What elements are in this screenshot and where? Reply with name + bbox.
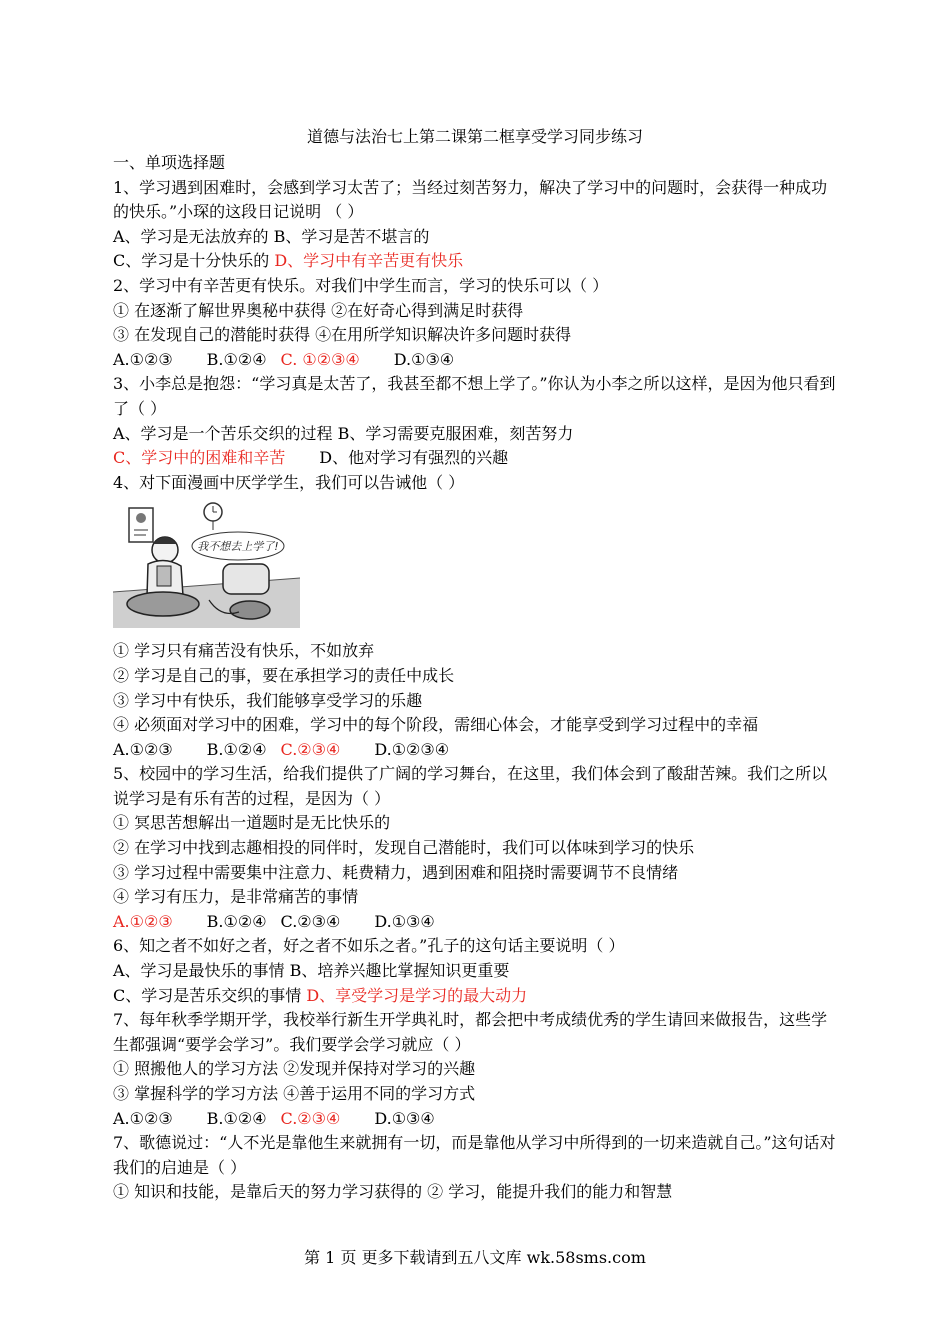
option-a: A.①②③ bbox=[113, 1108, 173, 1128]
question-7-options bbox=[113, 1107, 837, 1132]
question-7-stem: 7、每年秋季学期开学，我校举行新生开学典礼时，都会把中考成绩优秀的学生请回来做报告，这些学生都强调“要学会学习”。我们要学会学习就应（ ） bbox=[113, 1010, 828, 1054]
question-8-statement-1: ① 知识和技能，是靠后天的努力学习获得的 ② 学习，能提升我们的能力和智慧 bbox=[113, 1182, 673, 1202]
question-1-option-c: C、学习是十分快乐的 bbox=[113, 251, 275, 271]
option-d: D.①③④ bbox=[393, 349, 455, 369]
question-4-options bbox=[113, 738, 837, 763]
question-3-options-ab: A、学习是一个苦乐交织的过程 B、学习需要克服困难，刻苦努力 bbox=[113, 423, 574, 443]
option-c: C.②③④ bbox=[280, 911, 341, 931]
page-title: 道德与法治七上第二课第二框享受学习同步练习 bbox=[306, 127, 643, 146]
question-2-answer: C. ①②③④ bbox=[280, 349, 360, 369]
question-5-stem: 5、校园中的学习生活，给我们提供了广阔的学习舞台，在这里，我们体会到了酸甜苦辣。我们之所以说学习是有乐有苦的过程，是因为（ ） bbox=[113, 764, 828, 808]
question-6-answer: D、享受学习是学习的最大动力 bbox=[306, 985, 528, 1005]
cartoon-image bbox=[113, 500, 300, 628]
option-b: B.①②④ bbox=[206, 739, 267, 759]
cartoon-caption: 我不想去上学了! bbox=[197, 540, 279, 554]
question-8-stem: 7、歌德说过：“人不光是靠他生来就拥有一切，而是靠他从学习中所得到的一切来造就自己。”这句话对我们的启迪是（ ） bbox=[113, 1133, 836, 1177]
question-3-option-d: D、他对学习有强烈的兴趣 bbox=[319, 448, 509, 468]
question-1-stem: 1、学习遇到困难时，会感到学习太苦了；当经过刻苦努力，解决了学习中的问题时，会获得一种成功的快乐。”小琛的这段日记说明 （ ） bbox=[113, 177, 828, 222]
option-b: B.①②④ bbox=[206, 1108, 267, 1128]
question-6-options-ab: A、学习是最快乐的事情 B、培养兴趣比掌握知识更重要 bbox=[113, 961, 510, 981]
question-1-options-ab: A、学习是无法放弃的 B、学习是苦不堪言的 bbox=[113, 226, 430, 246]
question-6-option-c: C、学习是苦乐交织的事情 bbox=[113, 985, 307, 1005]
question-2-statement-1: ① 在逐渐了解世界奥秘中获得 ②在好奇心得到满足时获得 bbox=[113, 300, 524, 320]
question-3-answer: C、学习中的困难和辛苦 bbox=[113, 448, 286, 468]
question-4-answer: C.②③④ bbox=[280, 739, 341, 759]
question-7-statement-1: ① 照搬他人的学习方法 ②发现并保持对学习的兴趣 bbox=[113, 1059, 476, 1079]
question-5-statement-2: ② 在学习中找到志趣相投的同伴时，发现自己潜能时，我们可以体味到学习的快乐 bbox=[113, 838, 695, 858]
question-4-statement-4: ④ 必须面对学习中的困难，学习中的每个阶段，需细心体会，才能享受到学习过程中的幸福 bbox=[113, 715, 759, 735]
question-7-statement-2: ③ 掌握科学的学习方法 ④善于运用不同的学习方式 bbox=[113, 1084, 476, 1103]
option-a: A.①②③ bbox=[113, 739, 173, 759]
option-d: D.①③④ bbox=[374, 911, 435, 931]
question-2-statement-2: ③ 在发现自己的潜能时获得 ④在用所学知识解决许多问题时获得 bbox=[113, 325, 572, 345]
question-6-stem: 6、知之者不如好之者，好之者不如乐之者。”孔子的这句话主要说明（ ） bbox=[113, 936, 625, 956]
question-7-answer: C.②③④ bbox=[280, 1108, 341, 1128]
question-5-options bbox=[113, 910, 837, 935]
question-5-statement-1: ① 冥思苦想解出一道题时是无比快乐的 bbox=[113, 813, 391, 833]
question-4-stem: 4、对下面漫画中厌学学生，我们可以告诫他（ ） bbox=[113, 472, 465, 492]
question-1-answer: D、学习中有辛苦更有快乐 bbox=[274, 251, 464, 271]
option-d: D.①②③④ bbox=[374, 739, 450, 759]
question-4-statement-3: ③ 学习中有快乐，我们能够享受学习的乐趣 bbox=[113, 690, 423, 710]
question-2-options bbox=[113, 348, 837, 373]
question-5-statement-4: ④ 学习有压力，是非常痛苦的事情 bbox=[113, 887, 359, 907]
question-1-options-cd bbox=[113, 249, 837, 274]
option-b: B.①②④ bbox=[206, 349, 267, 369]
question-4-statement-1: ① 学习只有痛苦没有快乐，不如放弃 bbox=[113, 641, 375, 661]
question-3-stem: 3、小李总是抱怨：“学习真是太苦了，我甚至都不想上学了。”你认为小李之所以这样，是因为他只看到了（ ） bbox=[113, 374, 836, 418]
question-5-answer: A.①②③ bbox=[113, 911, 173, 931]
question-6-options-cd bbox=[113, 984, 837, 1009]
option-d: D.①③④ bbox=[374, 1108, 435, 1128]
question-4-statement-2: ② 学习是自己的事，要在承担学习的责任中成长 bbox=[113, 665, 455, 685]
option-a: A.①②③ bbox=[113, 349, 173, 369]
page-footer: 第 1 页 更多下载请到五八文库 wk.58sms.com bbox=[304, 1248, 646, 1267]
section-heading: 一、单项选择题 bbox=[113, 153, 226, 172]
document-body bbox=[113, 151, 837, 1205]
option-b: B.①②④ bbox=[206, 911, 267, 931]
question-5-statement-3: ③ 学习过程中需要集中注意力、耗费精力，遇到困难和阻挠时需要调节不良情绪 bbox=[113, 862, 679, 882]
question-3-options-cd bbox=[113, 446, 837, 471]
question-2-stem: 2、学习中有辛苦更有快乐。对我们中学生而言，学习的快乐可以（ ） bbox=[113, 275, 609, 295]
